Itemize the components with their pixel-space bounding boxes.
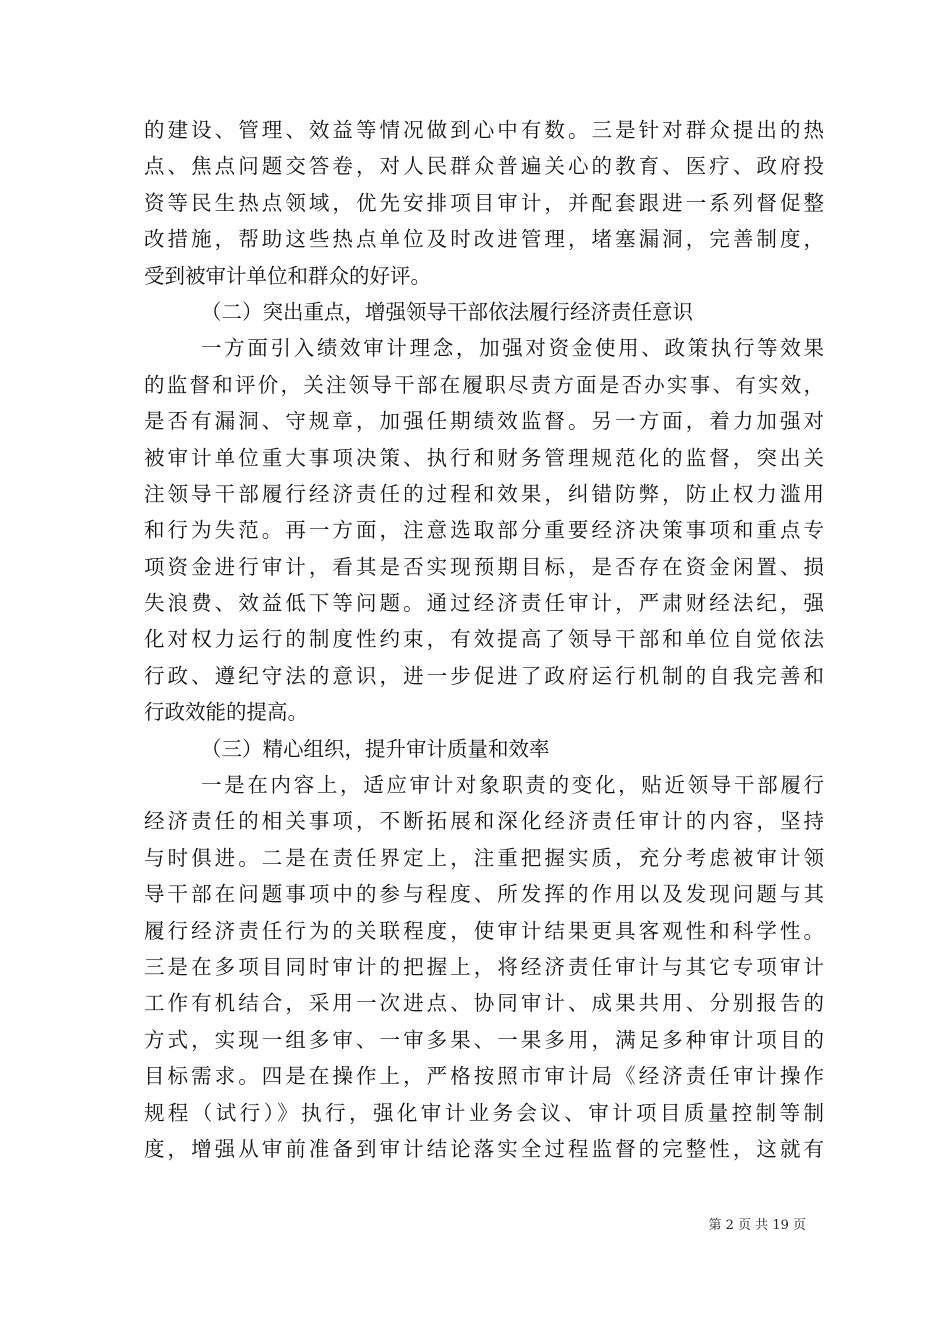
text-line: 资等民生热点领域，优先安排项目审计，并配套跟进一系列督促整 [144,190,824,215]
document-body [144,112,824,1167]
text-line: 行政、遵纪守法的意识，进一步促进了政府运行机制的自我完善和 [144,663,824,688]
text-line: 是否有漏洞、守规章，加强任期绩效监督。另一方面，着力加强对 [144,409,824,434]
text-line: 化对权力运行的制度性约束，有效提高了领导干部和单位自觉依法 [144,627,824,652]
text-line: 方式，实现一组多审、一审多果、一果多用，满足多种审计项目的 [144,1027,824,1052]
page-number: 第 2 页 共 19 页 [708,1218,806,1233]
text-line: 项资金进行审计，看其是否实现预期目标，是否存在资金闲置、损 [144,554,824,579]
text-line: 失浪费、效益低下等问题。通过经济责任审计，严肃财经法纪，强 [144,591,824,616]
text-line: 目标需求。四是在操作上，严格按照市审计局《经济责任审计操作 [144,1064,824,1089]
text-line: 与时俱进。二是在责任界定上，注重把握实质，充分考虑被审计领 [144,845,824,870]
text-line: 被审计单位重大事项决策、执行和财务管理规范化的监督，突出关 [144,445,824,470]
text-line: 改措施，帮助这些热点单位及时改进管理，堵塞漏洞，完善制度， [144,227,824,252]
text-line: 履行经济责任行为的关联程度，使审计结果更具客观性和科学性。 [144,918,824,943]
text-line: 度，增强从审前准备到审计结论落实全过程监督的完整性，这就有 [144,1136,824,1161]
section-heading: （二）突出重点，增强领导干部依法履行经济责任意识 [201,299,693,324]
text-line: 注领导干部履行经济责任的过程和效果，纠错防弊，防止权力滥用 [144,481,824,506]
text-line: 的建设、管理、效益等情况做到心中有数。三是针对群众提出的热 [144,118,824,142]
text-line: 一是在内容上，适应审计对象职责的变化，贴近领导干部履行 [201,773,824,798]
text-line: 行政效能的提高。 [144,700,308,725]
text-line: 经济责任的相关事项，不断拓展和深化经济责任审计的内容，坚持 [144,809,824,834]
text-line: 一方面引入绩效审计理念，加强对资金使用、政策执行等效果 [201,336,824,361]
text-line: 和行为失范。再一方面，注意选取部分重要经济决策事项和重点专 [144,518,824,543]
text-line: 的监督和评价，关注领导干部在履职尽责方面是否办实事、有实效， [144,372,824,397]
section-heading: （三）精心组织，提升审计质量和效率 [201,736,550,761]
paragraph-continuation [144,112,824,294]
text-line: 规程（试行）》执行，强化审计业务会议、审计项目质量控制等制 [144,1100,824,1125]
section-3 [144,731,824,1168]
text-line: 受到被审计单位和群众的好评。 [144,263,431,288]
section-2 [144,294,824,731]
text-line: 点、焦点问题交答卷，对人民群众普遍关心的教育、医疗、政府投 [144,154,824,179]
text-line: 导干部在问题事项中的参与程度、所发挥的作用以及发现问题与其 [144,882,824,907]
text-line: 三是在多项目同时审计的把握上，将经济责任审计与其它专项审计 [144,954,824,979]
text-line: 工作有机结合，采用一次进点、协同审计、成果共用、分别报告的 [144,991,824,1016]
